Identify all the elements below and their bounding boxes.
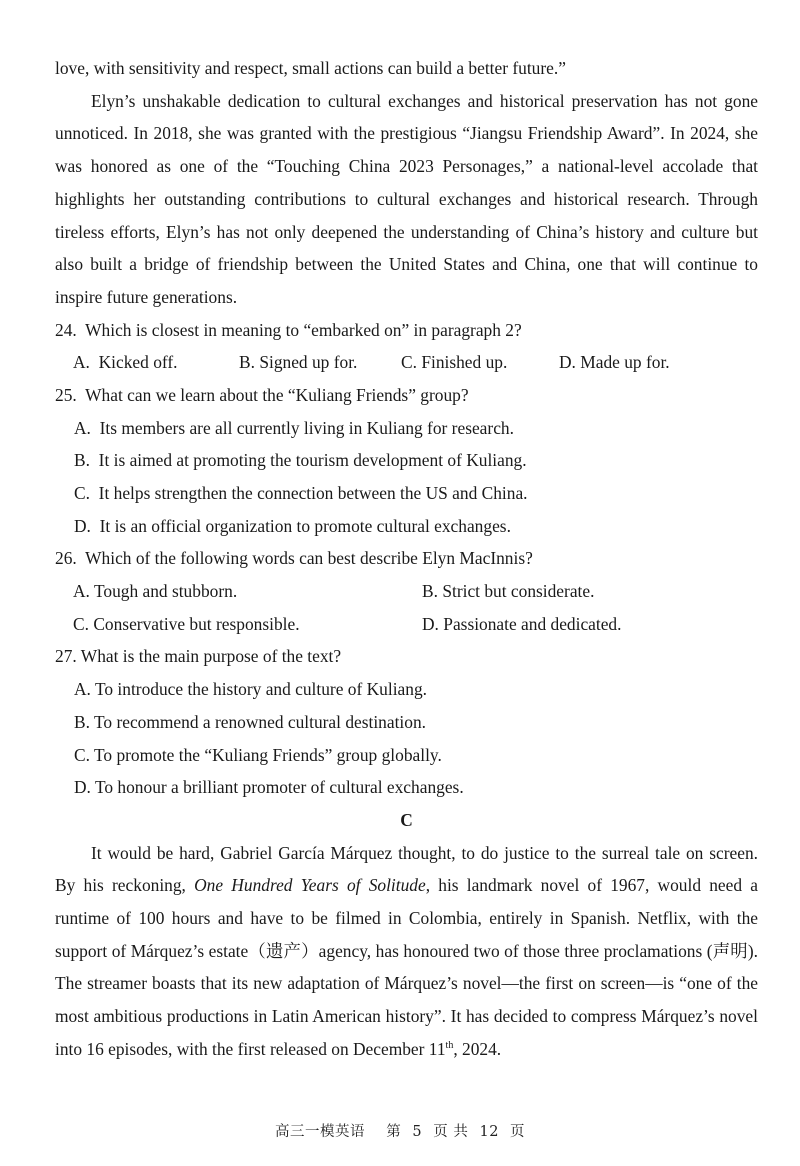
options-row — [55, 575, 758, 608]
section-heading-c: C — [400, 809, 413, 830]
exam-title: 高三一模英语 — [274, 1124, 365, 1140]
page-suffix: 页 — [510, 1124, 526, 1140]
option-d[interactable]: D. Made up for. — [559, 352, 670, 373]
question-stem — [55, 314, 758, 347]
question-text: Which is closest in meaning to “embarked on” in paragraph 2? — [85, 319, 522, 340]
exam-page — [55, 52, 758, 1066]
option-a[interactable]: A. Kicked off. — [73, 352, 178, 373]
book-title: One Hundred Years of Solitude — [194, 875, 426, 896]
options-row — [55, 608, 758, 641]
passage-c-paragraph-1: It would be hard, Gabriel García Márquez thought, to do justice to the surreal tale on screen. By his reckoning, One Hundred Years of Solitude, his landmark novel of 1967, would need a runtime of 100 hours and have to be filmed in Colombia, entirely in Spanish. Netflix, with the support of Márquez’s estate（遗产）agency, has honoured two of those three proclamations (声明). The streamer boasts that its new adaptation of Márquez’s novel—the first on screen—is “one of the most ambitious productions in Latin American history”. It has decided to compress Márquez’s novel into 16 episodes, with the first released on December 11th, 2024. — [55, 842, 758, 1059]
page-number: 5 — [412, 1124, 423, 1140]
option-b[interactable]: B. Strict but considerate. — [422, 581, 595, 602]
question-stem — [55, 542, 758, 575]
page-footer — [0, 1120, 800, 1141]
question-stem — [55, 379, 758, 412]
option-b[interactable]: B. To recommend a renowned cultural destination. — [74, 711, 426, 732]
question-24 — [55, 314, 758, 379]
question-number: 24. — [55, 319, 77, 340]
option-c[interactable]: C. To promote the “Kuliang Friends” group globally. — [74, 744, 442, 765]
option-c[interactable]: C. It helps strengthen the connection between the US and China. — [74, 483, 528, 504]
options-row — [55, 346, 758, 379]
question-number: 27. — [55, 646, 77, 667]
question-26 — [55, 542, 758, 640]
question-25 — [55, 379, 758, 542]
option-d[interactable]: D. It is an official organization to promote cultural exchanges. — [74, 515, 511, 536]
option-b[interactable]: B. It is aimed at promoting the tourism development of Kuliang. — [74, 450, 527, 471]
option-c[interactable]: C. Conservative but responsible. — [73, 613, 300, 634]
option-c[interactable]: C. Finished up. — [401, 352, 508, 373]
option-b[interactable]: B. Signed up for. — [239, 352, 358, 373]
page-prefix: 第 — [386, 1124, 402, 1140]
passage-b-continuation: love, with sensitivity and respect, small actions can build a better future.” — [55, 58, 566, 78]
question-text: Which of the following words can best describe Elyn MacInnis? — [85, 548, 533, 569]
question-text: What can we learn about the “Kuliang Friends” group? — [85, 384, 469, 405]
question-text: What is the main purpose of the text? — [80, 646, 342, 667]
total-pages: 12 — [479, 1124, 499, 1140]
option-a[interactable]: A. Tough and stubborn. — [73, 581, 238, 602]
option-d[interactable]: D. To honour a brilliant promoter of cultural exchanges. — [74, 777, 464, 798]
option-d[interactable]: D. Passionate and dedicated. — [422, 613, 622, 634]
page-mid: 页 共 — [433, 1124, 469, 1140]
option-a[interactable]: A. To introduce the history and culture of Kuliang. — [74, 679, 427, 700]
question-27 — [55, 640, 758, 803]
question-number: 26. — [55, 548, 77, 569]
option-a[interactable]: A. Its members are all currently living in Kuliang for research. — [74, 417, 514, 438]
question-stem — [55, 640, 758, 673]
passage-b-final-paragraph: Elyn’s unshakable dedication to cultural exchanges and historical preservation has not gone unnoticed. In 2018, she was granted with the prestigious “Jiangsu Friendship Award”. In 2024, she was honored as one of the “Touching China 2023 Personages,” a national-level accolade that highlights her outstanding contributions to cultural exchanges and historical research. Through tireless efforts, Elyn’s has not only deepened the understanding of China’s history and culture but also built a bridge of friendship between the United States and China, one that will continue to inspire future generations. — [55, 90, 758, 307]
question-number: 25. — [55, 384, 77, 405]
